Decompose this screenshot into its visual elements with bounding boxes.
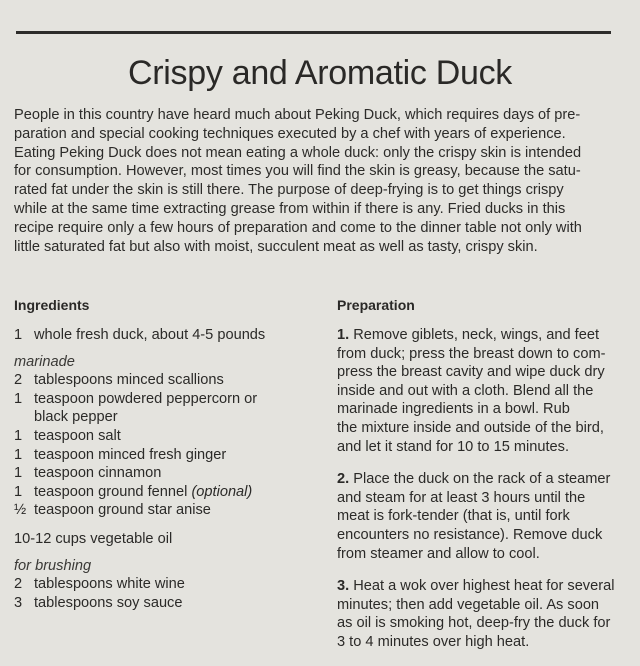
ingredient-qty: 1 xyxy=(14,483,23,500)
ingredients-list xyxy=(14,326,314,612)
ingredient-qty: 1 xyxy=(14,327,23,343)
ingredient-text: teaspoon powdered peppercorn or xyxy=(34,390,258,407)
step-line: and let it stand for 10 to 15 minutes. xyxy=(337,438,570,455)
intro-line: while at the same time extracting grease from within if there is any. Fried ducks in this xyxy=(14,200,566,217)
step-line xyxy=(337,470,627,489)
step-line: and steam for at least 3 hours until the xyxy=(337,489,586,506)
ingredient-item xyxy=(14,390,314,409)
brushing-label: for brushing xyxy=(14,557,92,574)
oil-ingredient: 10-12 cups vegetable oil xyxy=(14,530,173,547)
step-text: Heat a wok over highest heat for several xyxy=(353,578,615,595)
ingredients-heading: Ingredients xyxy=(14,297,90,313)
intro-line: for consumption. However, most times you will find the skin is greasy, because the satu- xyxy=(14,163,581,180)
ingredient-qty: 3 xyxy=(14,594,23,611)
ingredients-column xyxy=(14,296,314,612)
step-line: from duck; press the breast down to com- xyxy=(337,345,606,362)
ingredient-item xyxy=(14,446,314,465)
optional-note: (optional) xyxy=(191,483,253,500)
ingredient-item xyxy=(14,371,314,390)
preparation-step-1 xyxy=(337,326,627,456)
step-line: as oil is smoking hot, deep-fry the duck for xyxy=(337,615,611,632)
intro-line: rated fat under the skin is still there. The purpose of deep-frying is to get things crispy xyxy=(14,182,564,199)
ingredient-text: black pepper xyxy=(34,409,118,426)
step-line xyxy=(337,577,627,596)
title-rule xyxy=(16,31,611,34)
ingredient-item xyxy=(14,594,314,613)
intro-line: recipe require only a few hours of preparation and come to the dinner table not only with xyxy=(14,219,582,236)
ingredient-text: teaspoon cinnamon xyxy=(34,465,162,482)
intro-line: paration and special cooking techniques executed by a chef with years of experience. xyxy=(14,125,566,142)
step-line xyxy=(337,326,627,345)
ingredient-text: teaspoon minced fresh ginger xyxy=(34,446,227,463)
ingredient-qty: 1 xyxy=(14,427,23,444)
intro-paragraph xyxy=(14,106,604,256)
ingredient-item xyxy=(14,501,314,520)
ingredient-text: tablespoons minced scallions xyxy=(34,372,224,389)
ingredient-text xyxy=(34,483,252,502)
ingredient-text-main: teaspoon ground fennel xyxy=(34,483,188,500)
ingredient-qty: 1 xyxy=(14,465,23,482)
step-number: 3. xyxy=(337,578,350,595)
step-line: minutes; then add vegetable oil. As soon xyxy=(337,596,600,613)
step-line: meat is fork-tender (that is, until fork xyxy=(337,508,570,525)
ingredient-item xyxy=(14,464,314,483)
ingredient-item xyxy=(14,427,314,446)
intro-line: People in this country have heard much about Peking Duck, which requires days of pre- xyxy=(14,107,581,123)
step-text: Place the duck on the rack of a steamer xyxy=(353,471,611,488)
step-text: Remove giblets, neck, wings, and feet xyxy=(353,327,600,343)
ingredient-item xyxy=(14,483,314,502)
step-line: the mixture inside and outside of the bird, xyxy=(337,419,604,436)
preparation-column xyxy=(337,296,627,666)
step-line: inside and out with a cloth. Blend all the xyxy=(337,382,594,399)
recipe-title: Crispy and Aromatic Duck xyxy=(128,53,512,92)
ingredient-text: teaspoon ground star anise xyxy=(34,502,211,519)
preparation-step-2 xyxy=(337,470,627,563)
step-number: 2. xyxy=(337,471,350,488)
step-line: 3 to 4 minutes over high heat. xyxy=(337,633,530,650)
step-number: 1. xyxy=(337,327,350,343)
preparation-heading: Preparation xyxy=(337,297,415,313)
step-line: marinade ingredients in a bowl. Rub xyxy=(337,401,570,418)
marinade-label: marinade xyxy=(14,353,75,370)
ingredient-qty: ½ xyxy=(14,502,27,519)
ingredient-qty xyxy=(14,408,34,427)
intro-line: Eating Peking Duck does not mean eating a whole duck: only the crispy skin is intended xyxy=(14,144,582,161)
ingredient-text: tablespoons soy sauce xyxy=(34,594,183,611)
intro-line: little saturated fat but also with moist, succulent meat as well as tasty, crispy skin. xyxy=(14,238,538,255)
preparation-step-3 xyxy=(337,577,627,651)
ingredient-text: tablespoons white wine xyxy=(34,576,185,593)
ingredient-text: whole fresh duck, about 4-5 pounds xyxy=(34,327,266,343)
step-line: from steamer and allow to cool. xyxy=(337,545,540,562)
ingredient-item xyxy=(14,575,314,594)
ingredient-item xyxy=(14,326,314,345)
ingredient-item xyxy=(14,408,314,427)
ingredient-qty: 2 xyxy=(14,372,23,389)
step-line: encounters no resistance). Remove duck xyxy=(337,526,603,543)
ingredient-qty: 1 xyxy=(14,446,23,463)
ingredient-text: teaspoon salt xyxy=(34,427,121,444)
ingredient-qty: 1 xyxy=(14,390,23,407)
step-line: press the breast cavity and wipe duck dry xyxy=(337,364,605,381)
ingredient-qty: 2 xyxy=(14,576,23,593)
